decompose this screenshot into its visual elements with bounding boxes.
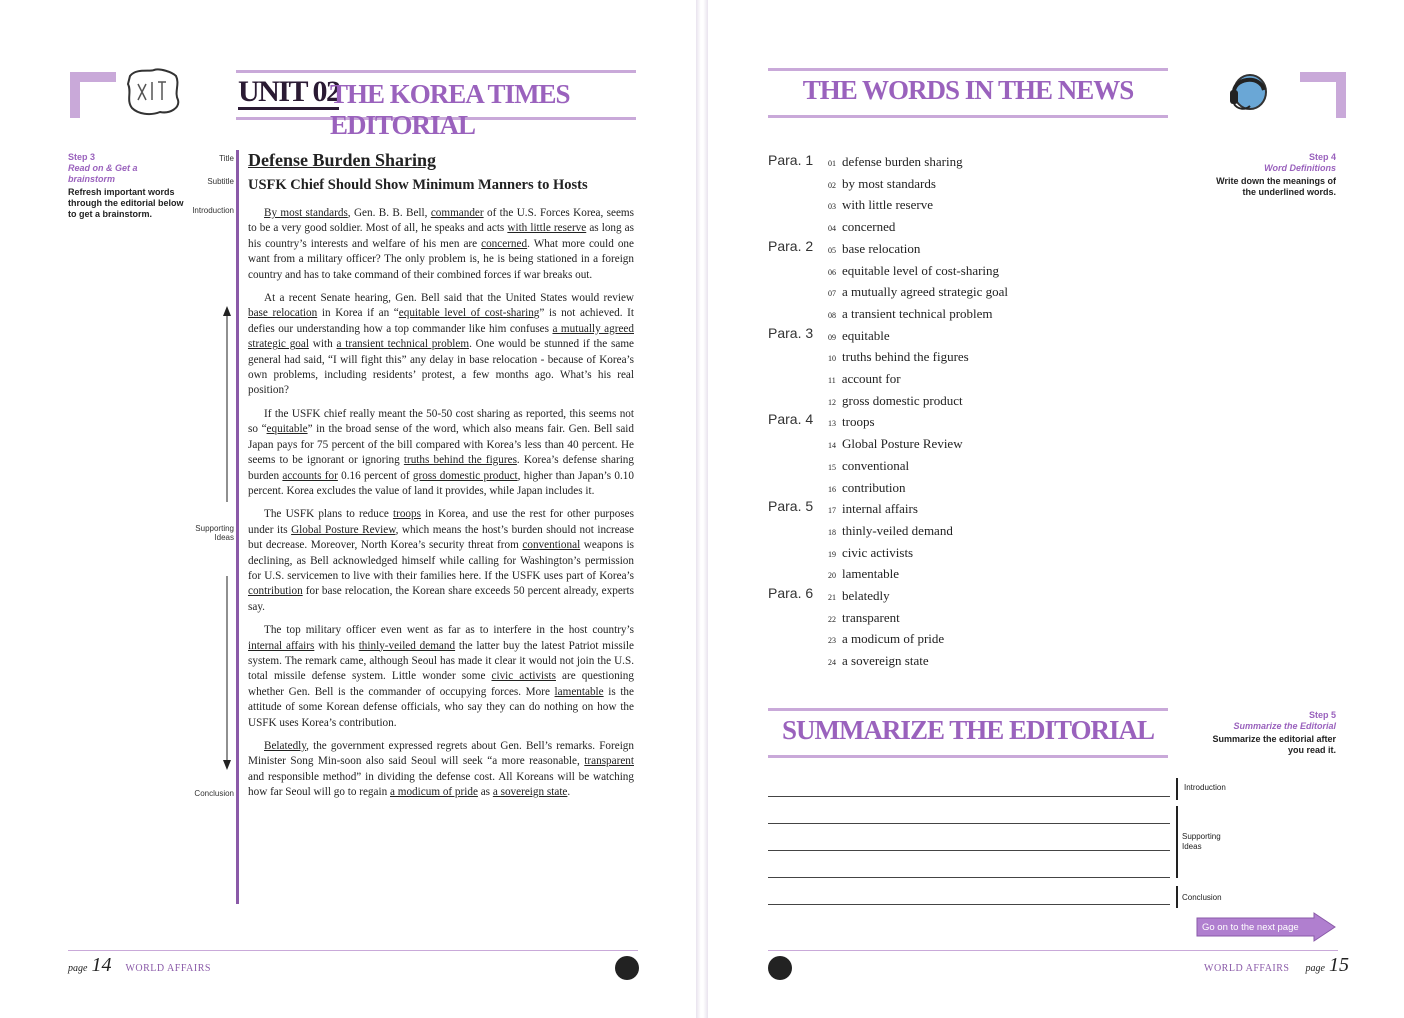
word-text: contribution bbox=[842, 479, 906, 495]
text-run: 0.16 percent of bbox=[337, 469, 413, 482]
word-number: 24 bbox=[828, 658, 836, 668]
word-item bbox=[828, 371, 901, 387]
paragraph-3 bbox=[248, 407, 634, 499]
word-text: a modicum of pride bbox=[842, 631, 945, 647]
word-text: civic activists bbox=[842, 544, 914, 560]
underlined-term: a modicum of pride bbox=[390, 786, 478, 799]
underlined-term: commander bbox=[430, 207, 484, 219]
word-text: concerned bbox=[842, 219, 896, 235]
underlined-term: conventional bbox=[522, 539, 581, 552]
underlined-term: transparent bbox=[584, 755, 634, 768]
text-run: , Gen. B. B. Bell, bbox=[347, 207, 431, 219]
word-text: a mutually agreed strategic goal bbox=[842, 284, 1009, 300]
text-run: for base relocation, the Korean share exceeds 50 percent already, experts say. bbox=[248, 585, 634, 613]
word-number: 12 bbox=[828, 397, 836, 407]
para-label-3: Para. 3 bbox=[768, 325, 814, 341]
section-name: WORLD AFFAIRS bbox=[125, 963, 211, 974]
summary-line-1[interactable] bbox=[768, 796, 1170, 797]
word-item bbox=[828, 284, 1008, 300]
text-run: , higher than Japan’s 0.10 percent. Korea excludes the value of land it provides, while Japan includes it. bbox=[248, 469, 634, 497]
word-number: 04 bbox=[828, 224, 836, 234]
footer-rule-left bbox=[68, 950, 638, 951]
text-run: with his bbox=[314, 639, 359, 652]
underlined-term: a mutually agreed strategic goal bbox=[248, 322, 634, 351]
underlined-term: contribution bbox=[248, 585, 303, 598]
word-number: 19 bbox=[828, 549, 836, 559]
step-description: Write down the meanings of the underlined words. bbox=[1216, 176, 1336, 197]
paragraph-6 bbox=[248, 739, 634, 801]
step-name: Summarize the Editorial bbox=[1233, 721, 1336, 731]
word-text: thinly-veiled demand bbox=[842, 522, 953, 538]
word-text: a transient technical problem bbox=[842, 305, 993, 321]
word-text: defense burden sharing bbox=[842, 154, 963, 169]
underlined-term: thinly-veiled demand bbox=[358, 639, 456, 652]
word-text: transparent bbox=[842, 609, 900, 625]
summary-bar-intro bbox=[1176, 778, 1178, 800]
text-run: as long as his country’s interests and welfare of his men are bbox=[248, 222, 634, 250]
text-run: with bbox=[308, 338, 337, 351]
word-item bbox=[828, 480, 906, 496]
word-item bbox=[828, 631, 944, 647]
word-item bbox=[828, 393, 963, 409]
word-number: 16 bbox=[828, 484, 836, 494]
summary-line-2[interactable] bbox=[768, 823, 1170, 824]
para-label-5: Para. 5 bbox=[768, 498, 814, 514]
editorial-title: THE KOREA TIMES EDITORIAL bbox=[330, 79, 570, 140]
word-number: 13 bbox=[828, 419, 836, 429]
word-item bbox=[828, 588, 890, 604]
underlined-term: a sovereign state bbox=[492, 786, 568, 799]
art-logo-icon bbox=[124, 66, 182, 118]
summary-line-5[interactable] bbox=[768, 904, 1170, 905]
word-text: equitable bbox=[842, 327, 890, 343]
step-number: Step 4 bbox=[1308, 152, 1336, 162]
word-item bbox=[828, 458, 909, 474]
corner-bracket-right bbox=[1300, 72, 1346, 118]
word-item bbox=[828, 197, 933, 213]
word-text: base relocation bbox=[842, 240, 921, 256]
words-header bbox=[768, 68, 1168, 118]
word-item bbox=[828, 566, 899, 582]
paragraph-1 bbox=[248, 206, 634, 283]
word-item bbox=[828, 436, 963, 452]
summary-bar-supporting bbox=[1176, 806, 1178, 878]
para-label-2: Para. 2 bbox=[768, 238, 814, 254]
section-name: WORLD AFFAIRS bbox=[1204, 963, 1290, 974]
word-text: internal affairs bbox=[842, 501, 918, 517]
word-text: troops bbox=[842, 414, 875, 430]
word-number: 07 bbox=[828, 289, 836, 299]
word-text: with little reserve bbox=[842, 197, 933, 213]
text-run: of the U.S. Forces Korea, seems to be a very good soldier. Most of all, he speaks and acts bbox=[248, 207, 634, 235]
text-run: . One would be stunned if the same general had said, “I will fight this” any delay in base relocation - because of Korea’s own problems, including residents’ protest, a few months ago. What’s his real position? bbox=[248, 338, 634, 397]
text-run: as bbox=[477, 786, 493, 799]
text-run: . Korea’s defense sharing burden bbox=[248, 454, 634, 482]
step-3 bbox=[68, 152, 184, 220]
para-label-6: Para. 6 bbox=[768, 585, 814, 601]
word-number: 01 bbox=[828, 159, 836, 168]
word-item bbox=[828, 154, 963, 170]
word-item bbox=[828, 176, 936, 192]
text-run: are questioning whether Gen. Bell is the commander of occupying forces. More bbox=[248, 670, 634, 698]
text-run: in Korea if an “ bbox=[317, 307, 399, 320]
underlined-term: with little reserve bbox=[507, 222, 587, 235]
summary-line-4[interactable] bbox=[768, 877, 1170, 878]
step-number: Step 3 bbox=[68, 152, 96, 162]
word-item bbox=[828, 241, 920, 257]
label-supporting-ideas: Supporting Ideas bbox=[195, 524, 234, 542]
word-number: 21 bbox=[828, 593, 836, 602]
step-description: Summarize the editorial after you read it. bbox=[1212, 734, 1336, 755]
label-introduction: Introduction bbox=[192, 206, 234, 215]
underlined-term: truths behind the figures bbox=[403, 454, 517, 467]
step-name: Read on & Get a brainstorm bbox=[68, 163, 138, 184]
word-number: 03 bbox=[828, 202, 836, 212]
text-run: , which means the host’s burden should not increase but decrease. Moreover, North Korea’s security threat from bbox=[248, 523, 634, 552]
text-run: ” in the broad sense of the word, which also means fair. Gen. Bell said Japan pays for 75 percent of the bill compared with Korea’s less than 40 percent. He seems to be ignorant or ignoring bbox=[248, 423, 634, 467]
word-text: by most standards bbox=[842, 175, 936, 191]
text-run: , the government expressed regrets about Gen. Bell’s remarks. Foreign Minister Song Min-soon also said Seoul will seek “a more reasonable, bbox=[248, 740, 634, 768]
word-number: 22 bbox=[828, 614, 836, 624]
step-5 bbox=[1206, 710, 1336, 756]
word-text: belatedly bbox=[842, 588, 890, 603]
text-run: is the attitude of some Korean defense officials, who say they can do nothing on how the USFK uses Korea’s contribution. bbox=[248, 685, 634, 729]
word-text: conventional bbox=[842, 457, 910, 473]
label-title: Title bbox=[219, 154, 234, 163]
paragraph-4 bbox=[248, 507, 634, 615]
word-number: 14 bbox=[828, 441, 836, 451]
corner-bracket-left bbox=[70, 72, 116, 118]
article-vertical-bar bbox=[236, 150, 239, 904]
word-text: Global Posture Review bbox=[842, 436, 963, 452]
step-number: Step 5 bbox=[1308, 710, 1336, 720]
label-conclusion: Conclusion bbox=[194, 789, 234, 798]
book-spine bbox=[696, 0, 708, 1018]
page-word: page bbox=[1305, 963, 1325, 974]
word-text: equitable level of cost-sharing bbox=[842, 262, 1000, 278]
text-run: The USFK plans to reduce bbox=[264, 508, 393, 521]
paragraph-5 bbox=[248, 623, 634, 731]
word-number: 17 bbox=[828, 506, 836, 516]
word-text: gross domestic product bbox=[842, 392, 963, 408]
word-number: 11 bbox=[828, 376, 836, 385]
word-number: 05 bbox=[828, 245, 836, 255]
word-number: 10 bbox=[828, 354, 836, 364]
word-number: 18 bbox=[828, 527, 836, 537]
page-number: 14 bbox=[91, 954, 112, 976]
word-item bbox=[828, 610, 900, 626]
summary-bar-conclusion bbox=[1176, 886, 1178, 908]
text-run: . bbox=[567, 786, 571, 799]
word-number: 02 bbox=[828, 180, 836, 190]
word-number: 23 bbox=[828, 636, 836, 646]
footer-right bbox=[1204, 954, 1349, 977]
text-run: The top military officer even went as far as to interfere in the host country’s bbox=[264, 624, 634, 637]
supporting-arrow-icon bbox=[222, 306, 232, 770]
word-text: lamentable bbox=[842, 566, 900, 582]
words-title: THE WORDS IN THE NEWS bbox=[802, 75, 1134, 105]
paragraph-2 bbox=[248, 291, 634, 399]
step-4 bbox=[1206, 152, 1336, 198]
underlined-term: internal affairs bbox=[248, 639, 315, 652]
para-label-4: Para. 4 bbox=[768, 411, 814, 427]
editorial-article bbox=[248, 150, 634, 809]
word-text: a sovereign state bbox=[842, 653, 929, 669]
underlined-term: equitable bbox=[266, 423, 308, 436]
text-run: weapons is declining, as Bell acknowledged himself while calling for Washington’s permission for U.S. servicemen to live with their families here. If the USFK uses part of Korea’s bbox=[248, 539, 634, 582]
para-label-1: Para. 1 bbox=[768, 152, 814, 168]
summarize-title: SUMMARIZE THE EDITORIAL bbox=[781, 715, 1155, 745]
summary-line-3[interactable] bbox=[768, 850, 1170, 851]
page-dot-icon bbox=[768, 956, 792, 980]
text-run: the latter buy the latest Patriot missile system. The remark came, although Seoul has made it clear it would not join the U.S. total missile defense system. Little wonder some bbox=[248, 639, 634, 683]
step-name: Word Definitions bbox=[1264, 163, 1336, 173]
word-number: 09 bbox=[828, 332, 836, 342]
underlined-term: accounts for bbox=[282, 469, 338, 482]
word-number: 06 bbox=[828, 267, 836, 277]
summary-label-conclusion: Conclusion bbox=[1182, 893, 1222, 902]
underlined-term: Global Posture Review bbox=[291, 523, 396, 536]
page-word: page bbox=[68, 963, 88, 974]
word-text: truths behind the figures bbox=[842, 349, 969, 365]
word-item bbox=[828, 306, 993, 322]
underlined-term: civic activists bbox=[491, 670, 556, 683]
summary-label-introduction: Introduction bbox=[1184, 783, 1226, 792]
word-number: 08 bbox=[828, 310, 836, 320]
text-run: At a recent Senate hearing, Gen. Bell said that the United States would review bbox=[264, 292, 634, 305]
word-item bbox=[828, 328, 890, 344]
text-run: and responsible method” in dividing the defense cost. All Koreans will be watching how far Seoul will go to regain bbox=[248, 770, 634, 799]
word-number: 20 bbox=[828, 571, 836, 581]
underlined-term: gross domestic product bbox=[412, 469, 518, 482]
headphones-icon bbox=[1224, 68, 1270, 114]
word-item bbox=[828, 545, 913, 561]
page-number: 15 bbox=[1328, 954, 1349, 976]
underlined-term: Belatedly bbox=[264, 740, 307, 752]
summarize-header bbox=[768, 708, 1168, 758]
underlined-term: a transient technical problem bbox=[336, 338, 470, 351]
underlined-term: equitable level of cost-sharing bbox=[398, 307, 540, 320]
underlined-term: troops bbox=[392, 508, 421, 521]
word-item bbox=[828, 349, 969, 365]
go-next-label: Go on to the next page bbox=[1202, 922, 1299, 933]
word-item bbox=[828, 414, 875, 430]
article-title: Defense Burden Sharing bbox=[248, 150, 437, 170]
text-run: ” is not achieved. It defies our understanding how a top commander like him confuses bbox=[248, 307, 635, 335]
word-item bbox=[828, 523, 953, 539]
word-item bbox=[828, 653, 929, 669]
word-number: 15 bbox=[828, 462, 836, 472]
footer-rule-right bbox=[768, 950, 1338, 951]
step-description: Refresh important words through the editorial below to get a brainstorm. bbox=[68, 187, 184, 219]
unit-label: UNIT 02 bbox=[238, 75, 340, 108]
text-run: If the USFK chief really meant the 50-50 cost sharing as reported, this seems not so “ bbox=[248, 407, 634, 436]
summary-label-supporting: Supporting Ideas bbox=[1182, 832, 1221, 851]
text-run: . What more could one want from a military officer? The only problem is, he is being stationed in a foreign country and has to take command of their combined forces if war breaks out. bbox=[248, 237, 634, 281]
word-item bbox=[828, 219, 895, 235]
label-subtitle: Subtitle bbox=[207, 177, 234, 186]
footer-left bbox=[68, 954, 211, 977]
go-next-page-button[interactable] bbox=[1196, 912, 1336, 942]
underlined-term: lamentable bbox=[554, 685, 604, 698]
word-item bbox=[828, 501, 918, 517]
underlined-term: concerned bbox=[481, 237, 528, 250]
text-run: in Korea, and use the rest for other purposes under its bbox=[248, 508, 635, 536]
underlined-term: base relocation bbox=[248, 307, 318, 320]
unit-header bbox=[236, 70, 636, 140]
underlined-term: By most standards bbox=[264, 207, 348, 219]
word-text: account for bbox=[841, 371, 901, 386]
word-item bbox=[828, 263, 999, 279]
page-dot-icon bbox=[615, 956, 639, 980]
article-subtitle: USFK Chief Should Show Minimum Manners to Hosts bbox=[248, 177, 588, 193]
